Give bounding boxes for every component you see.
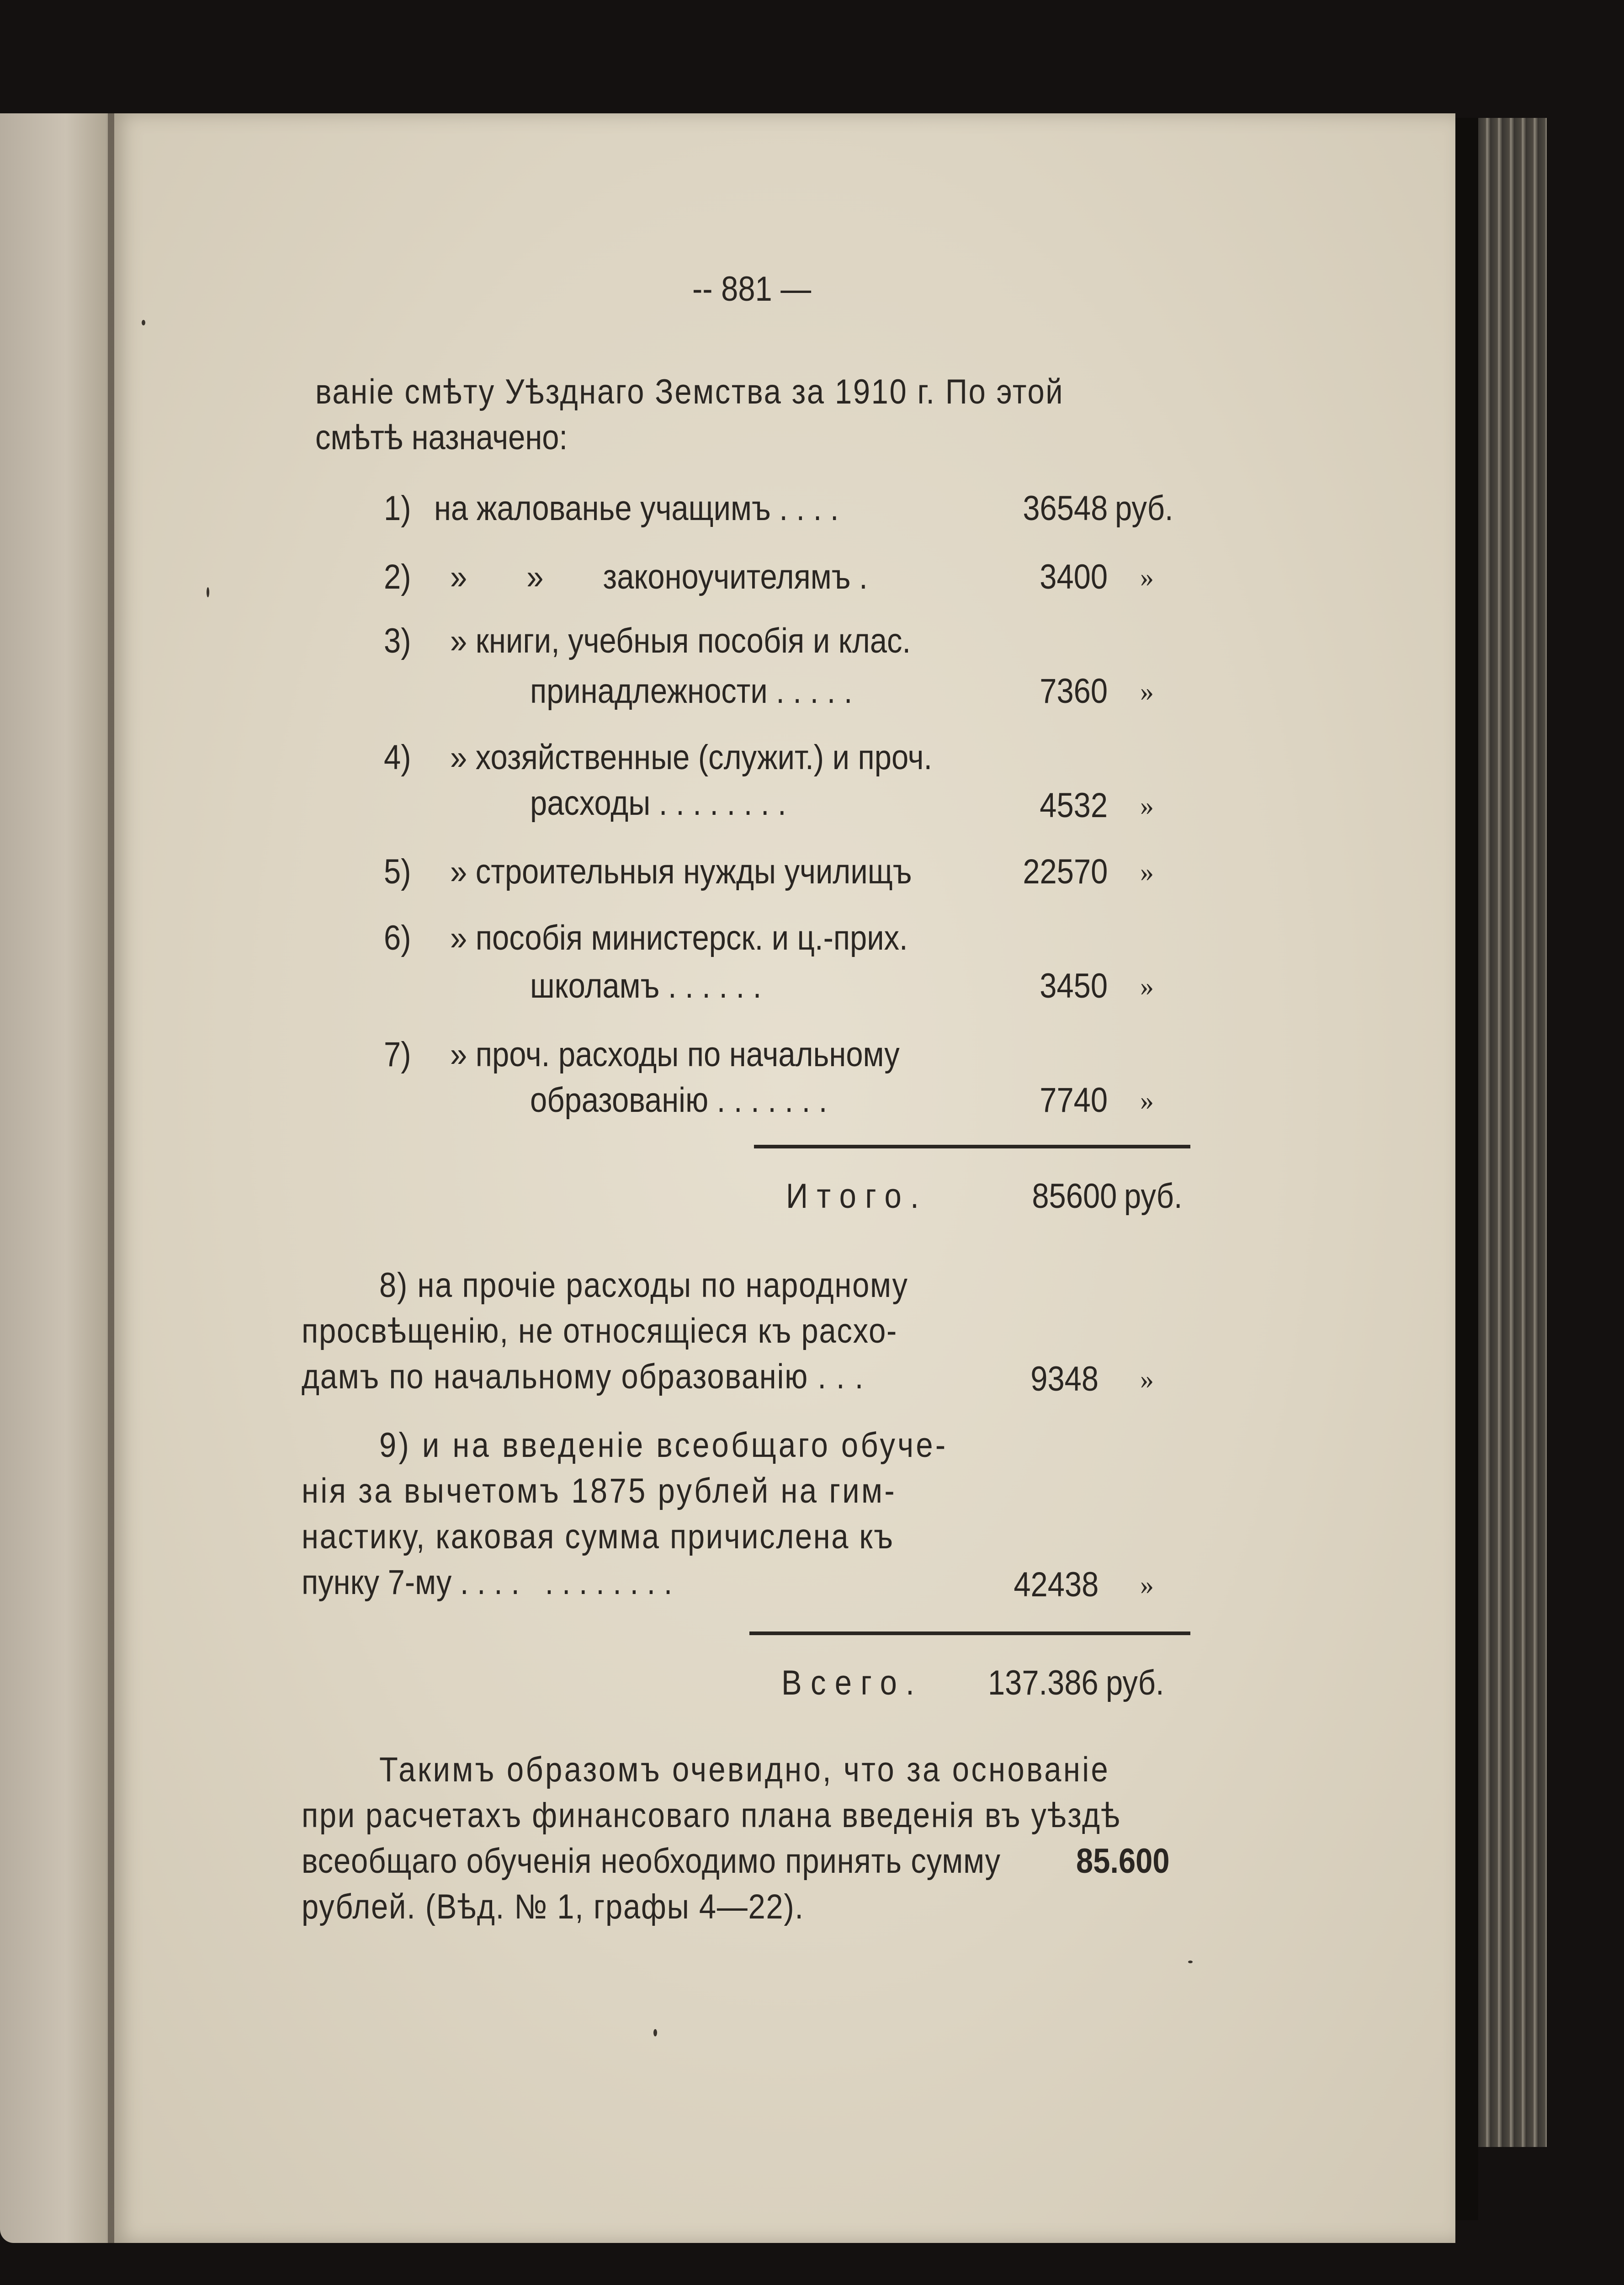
item-1-number: 1) <box>384 489 411 528</box>
conclusion-line-1: Такимъ образомъ очевидно, что за основаніе <box>379 1750 1110 1789</box>
item-2-amount: 3400 <box>1040 558 1108 596</box>
item-2-text: » » законоучителямъ . <box>450 558 868 596</box>
left-page-edge <box>0 113 120 2243</box>
item-4-text-2: расходы . . . . . . . . <box>530 784 786 823</box>
item-1-unit: руб. <box>1115 489 1173 528</box>
subtotal-label: Итого. <box>786 1177 928 1216</box>
conclusion-bold-amount: 85.600 <box>1076 1842 1170 1881</box>
page-edge-dark <box>1455 118 1478 2220</box>
item-4-amount: 4532 <box>1040 786 1108 825</box>
item-3-amount: 7360 <box>1040 672 1108 711</box>
item-6-text-1: » пособія министерск. и ц.-прих. <box>450 919 908 957</box>
item-8-line-2: просвѣщенію, не относящіеся къ расхо- <box>302 1312 898 1350</box>
item-1-amount: 36548 <box>1023 489 1108 528</box>
item-3-text-1: » книги, учебныя пособія и клас. <box>450 622 911 660</box>
item-7-amount: 7740 <box>1040 1081 1108 1120</box>
item-9-amount: 42438 <box>1014 1565 1099 1604</box>
item-2-unit: » <box>1140 562 1154 592</box>
item-5-number: 5) <box>384 852 411 891</box>
total-unit: руб. <box>1106 1663 1164 1702</box>
item-5-text: » строительныя нужды училищъ <box>450 852 912 891</box>
item-5-unit: » <box>1140 857 1154 887</box>
item-2-number: 2) <box>384 558 411 596</box>
item-6-unit: » <box>1140 971 1154 1001</box>
item-7-text-2: образованію . . . . . . . <box>530 1081 828 1120</box>
intro-line-2: смѣтѣ назначено: <box>315 418 568 457</box>
total-amount: 137.386 <box>988 1663 1099 1702</box>
paper-speck <box>207 587 209 597</box>
paper-speck <box>142 320 145 325</box>
item-3-number: 3) <box>384 622 411 660</box>
item-9-line-2: нія за вычетомъ 1875 рублей на гим- <box>302 1472 897 1510</box>
item-7-text-1: » проч. расходы по начальному <box>450 1035 900 1074</box>
subtotal-amount: 85600 <box>1032 1177 1117 1216</box>
item-4-text-1: » хозяйственные (служит.) и проч. <box>450 738 933 777</box>
item-3-text-2: принадлежности . . . . . <box>530 672 853 711</box>
item-8-amount: 9348 <box>1030 1360 1099 1398</box>
item-3-unit: » <box>1140 676 1154 707</box>
conclusion-line-2: при расчетахъ финансоваго плана введенія въ уѣздѣ <box>302 1796 1121 1835</box>
paper-speck <box>1188 1961 1193 1963</box>
subtotal-unit: руб. <box>1124 1177 1183 1216</box>
item-1-text: на жалованье учащимъ . . . . <box>434 489 839 528</box>
item-8-unit: » <box>1140 1364 1154 1394</box>
item-6-number: 6) <box>384 919 411 957</box>
paper-speck <box>653 2029 657 2036</box>
item-7-unit: » <box>1140 1085 1154 1116</box>
item-4-number: 4) <box>384 738 411 777</box>
conclusion-line-3: всеобщаго обученія необходимо принять сумму <box>302 1842 1001 1881</box>
item-9-line-1: 9) и на введеніе всеобщаго обуче- <box>379 1426 948 1465</box>
page-number: -- 881 — <box>692 270 812 308</box>
item-9-line-4: пунку 7-му . . . . . . . . . . . . <box>302 1563 673 1602</box>
subtotal-rule <box>754 1145 1190 1148</box>
item-8-line-1: 8) на прочіе расходы по народному <box>379 1266 908 1305</box>
item-5-amount: 22570 <box>1023 852 1108 891</box>
item-4-unit: » <box>1140 791 1154 821</box>
total-rule <box>749 1631 1190 1635</box>
item-9-unit: » <box>1140 1570 1154 1600</box>
item-6-amount: 3450 <box>1040 967 1108 1005</box>
conclusion-line-4: рублей. (Вѣд. № 1, графы 4—22). <box>302 1887 804 1926</box>
item-9-line-3: настику, каковая сумма причислена къ <box>302 1517 894 1556</box>
intro-line-1: ваніе смѣту Уѣзднаго Земства за 1910 г. По этой <box>315 372 1064 411</box>
item-7-number: 7) <box>384 1035 411 1074</box>
item-6-text-2: школамъ . . . . . . <box>530 967 762 1005</box>
item-8-line-3: дамъ по начальному образованію . . . <box>302 1357 865 1396</box>
total-label: Всего. <box>781 1663 923 1702</box>
